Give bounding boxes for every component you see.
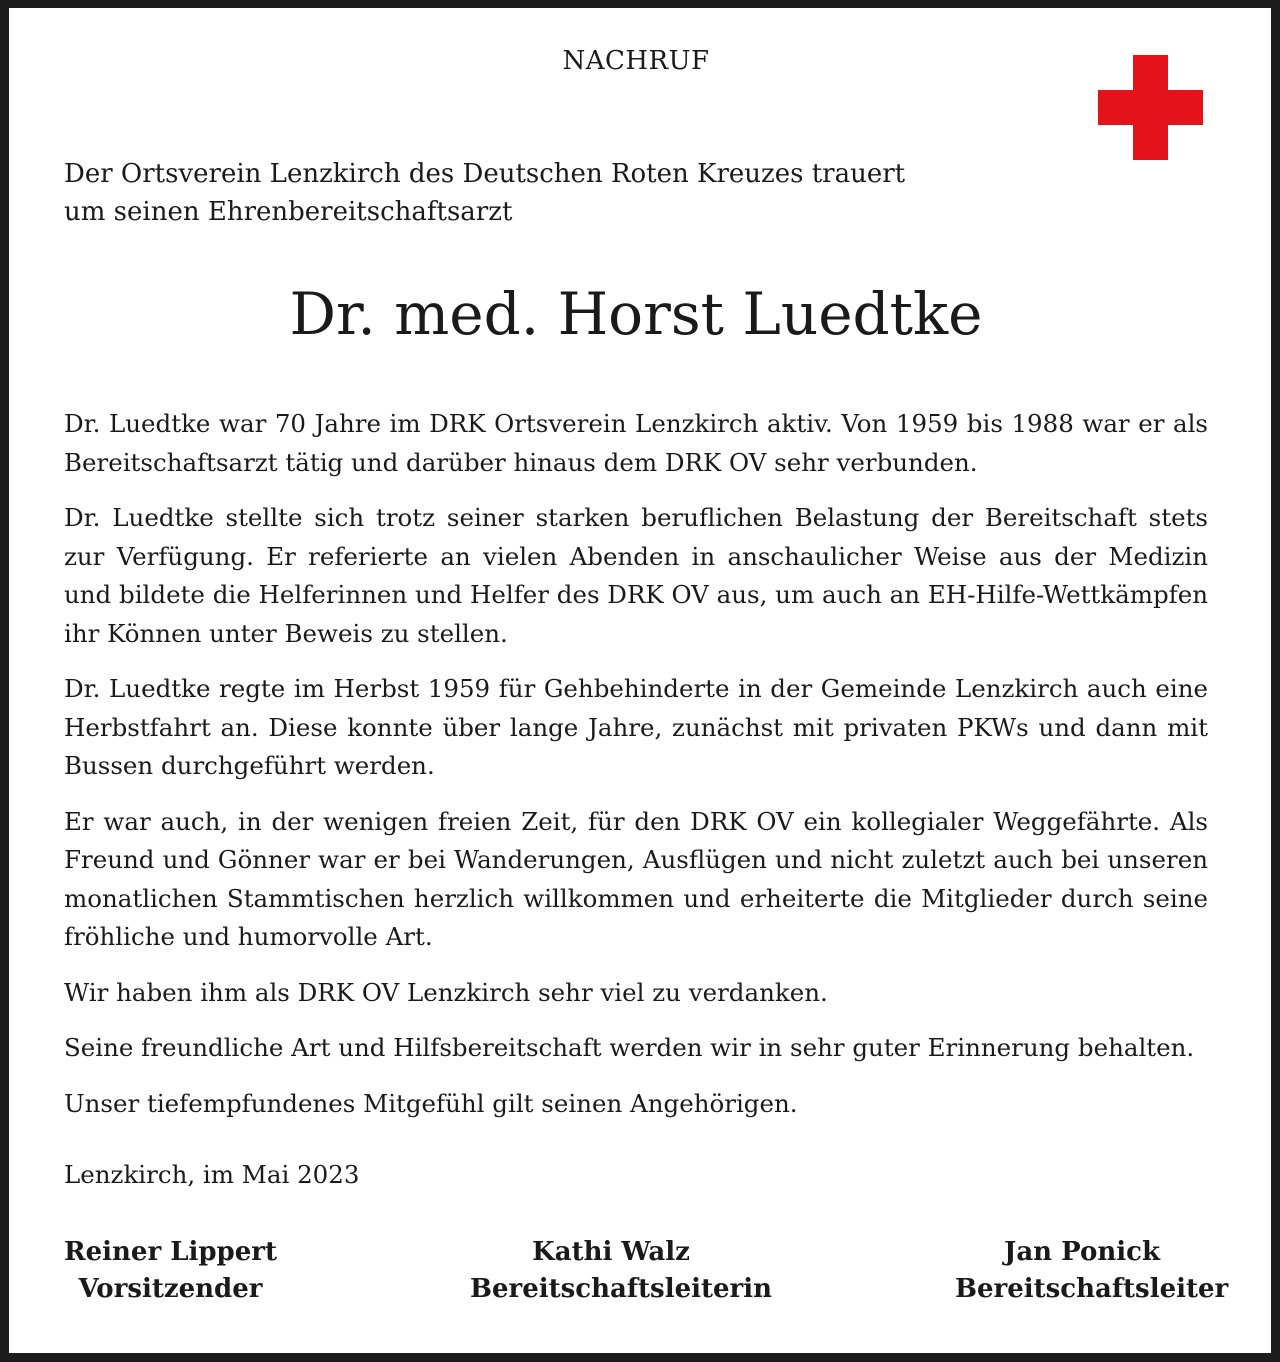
signatory-name: Reiner Lippert (64, 1237, 277, 1267)
signature-block (955, 1234, 1229, 1308)
paragraph: Dr. Luedtke stellte sich trotz seiner starken beruflichen Belastung der Bereitschaft stets zur Verfügung. Er referierte an vielen Abenden in anschaulicher Weise aus der Medizin und bildete die Helferinnen und Helfer des DRK OV aus, um auch an EH-Hilfe-Wettkämpfen ihr Können unter Beweis zu stellen. (64, 503, 1208, 648)
intro-line: um seinen Ehrenbereitschaftsarzt (64, 197, 513, 227)
place-date: Lenzkirch, im Mai 2023 (64, 1160, 360, 1189)
signatory-role: Bereitschaftsleiter (955, 1274, 1229, 1304)
signature-block (64, 1234, 277, 1308)
signatory-name: Jan Ponick (1004, 1237, 1160, 1267)
signatory-role: Bereitschaftsleiterin (470, 1274, 773, 1304)
deceased-name: Dr. med. Horst Luedtke (289, 280, 983, 348)
obituary-body (64, 405, 1208, 1140)
red-cross-icon (1098, 55, 1203, 160)
paragraph: Seine freundliche Art und Hilfsbereitschaft werden wir in sehr guter Erinnerung behalten. (64, 1033, 1195, 1062)
paragraph: Dr. Luedtke war 70 Jahre im DRK Ortsverein Lenzkirch aktiv. Von 1959 bis 1988 war er als Bereitschaftsarzt tätig und darüber hinaus dem DRK OV sehr verbunden. (64, 409, 1208, 477)
page-heading: NACHRUF (562, 46, 710, 76)
cross-horizontal-bar (1098, 90, 1203, 125)
intro-line: Der Ortsverein Lenzkirch des Deutschen Roten Kreuzes trauert (64, 159, 906, 189)
paragraph: Dr. Luedtke regte im Herbst 1959 für Gehbehinderte in der Gemeinde Lenzkirch auch eine Herbstfahrt an. Diese konnte über lange Jahre, zunächst mit privaten PKWs und dann mit Bussen durchgeführt werden. (64, 674, 1208, 780)
paragraph: Er war auch, in der wenigen freien Zeit, für den DRK OV ein kollegialer Weggefährte. Als Freund und Gönner war er bei Wanderungen, Ausflügen und nicht zuletzt auch bei unseren monatlichen Stammtischen herzlich willkommen und erheiterte die Mitglieder durch seine fröhliche und humorvolle Art. (64, 806, 1208, 951)
paragraph: Unser tiefempfundenes Mitgefühl gilt seinen Angehörigen. (64, 1088, 798, 1118)
signatory-role: Vorsitzender (78, 1274, 263, 1304)
paragraph: Wir haben ihm als DRK OV Lenzkirch sehr viel zu verdanken. (64, 977, 828, 1007)
signatory-name: Kathi Walz (532, 1237, 690, 1267)
signature-block (470, 1234, 773, 1308)
intro-text (64, 155, 964, 231)
